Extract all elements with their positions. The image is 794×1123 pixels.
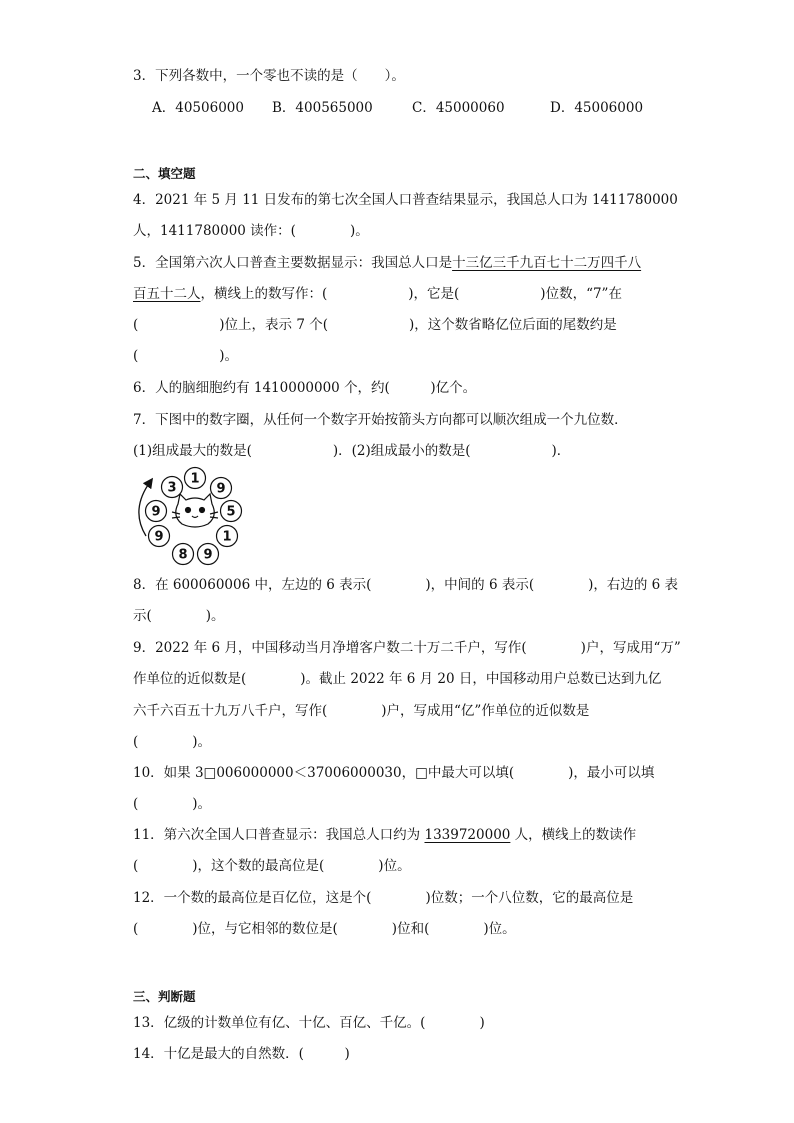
digit-circle <box>146 501 167 522</box>
q3-option-d: D．45006000 <box>550 100 644 116</box>
digit-label: 1 <box>190 471 200 487</box>
q11-line-1-suffix: 人，横线上的数读作 <box>510 827 637 843</box>
q5-underlined-number-part1: 十三亿三千九百七十二万四千八 <box>452 255 642 271</box>
cat-face-icon <box>172 494 218 527</box>
digit-label: 9 <box>203 547 213 563</box>
digit-label: 5 <box>226 504 236 520</box>
q3-option-b: B．400565000 <box>272 100 373 116</box>
q7-line-2: (1)组成最大的数是( )．(2)组成最小的数是( )． <box>133 443 571 459</box>
q7-line-1: 7．下图中的数字圈，从任何一个数字开始按箭头方向都可以顺次组成一个九位数． <box>133 412 628 428</box>
q11-underlined-number: 1339720000 <box>424 827 511 843</box>
q12-line-2: ( )位，与它相邻的数位是( )位和( )位。 <box>133 921 516 937</box>
q5-line-4: ( )。 <box>133 348 239 364</box>
digit-circle <box>162 477 183 498</box>
digit-label: 9 <box>151 504 161 520</box>
digit-circle <box>211 478 232 499</box>
q10-line-1: 10．如果 3□006000000＜37006000030，□中最大可以填( )，最小可以填 <box>133 765 655 781</box>
q9-line-2: 作单位的近似数是( )。截止 2022 年 6 月 20 日，中国移动用户总数已达到九亿 <box>133 671 662 687</box>
q9-line-4: ( )。 <box>133 734 212 750</box>
digit-label: 8 <box>178 547 188 563</box>
q3-stem: 3．下列各数中，一个零也不读的是（ ）。 <box>133 68 405 84</box>
q5-underlined-number-part2: 百五十二人 <box>133 286 201 302</box>
digit-circle <box>198 544 219 565</box>
number-circle-figure <box>128 464 248 568</box>
q12-line-1: 12．一个数的最高位是百亿位，这是个( )位数；一个八位数，它的最高位是 <box>133 890 634 906</box>
q6-line-1: 6．人的脑细胞约有 1410000000 个，约( )亿个。 <box>133 380 477 396</box>
digit-label: 3 <box>167 480 177 496</box>
q5-line-3: ( )位上，表示 7 个( )，这个数省略亿位后面的尾数约是 <box>133 317 617 333</box>
q14-line-1: 14．十亿是最大的自然数．( ) <box>133 1046 350 1062</box>
digit-ring <box>146 468 242 565</box>
digit-circle <box>217 526 238 547</box>
digit-circle <box>185 468 206 489</box>
digit-circle <box>221 501 242 522</box>
q5-line-2-rest: ，横线上的数写作：( )，它是( )位数，“7”在 <box>200 286 622 302</box>
digit-circle <box>173 544 194 565</box>
q11-line-1-prefix: 11．第六次全国人口普查显示：我国总人口约为 <box>133 827 425 843</box>
q11-line-1 <box>133 825 636 845</box>
section-heading-fill-in: 二、填空题 <box>133 166 196 181</box>
q13-line-1: 13．亿级的计数单位有亿、十亿、百亿、千亿。( ) <box>133 1015 485 1031</box>
q9-line-3: 六千六百五十九万八千户，写作( )户，写成用“亿”作单位的近似数是 <box>133 703 590 719</box>
q8-line-2: 示( )。 <box>133 608 225 624</box>
q5-line-2 <box>133 284 622 304</box>
digit-label: 1 <box>222 529 232 545</box>
q8-line-1: 8．在 600060006 中，左边的 6 表示( )，中间的 6 表示( )，右边的 6 表 <box>133 577 679 593</box>
digit-label: 9 <box>154 529 164 545</box>
q11-line-2: ( )，这个数的最高位是( )位。 <box>133 858 411 874</box>
digit-label: 9 <box>216 481 226 497</box>
q9-line-1: 9．2022 年 6 月，中国移动当月净增客户数二十万二千户，写作( )户，写成用“万” <box>133 640 681 656</box>
q5-line-1-prefix: 5．全国第六次人口普查主要数据显示：我国总人口是 <box>133 255 453 271</box>
q5-line-1 <box>133 253 641 273</box>
q10-line-2: ( )。 <box>133 796 212 812</box>
q3-option-c: C．45000060 <box>412 100 505 116</box>
q3-option-a: A．40506000 <box>152 100 244 116</box>
q4-line-1: 4．2021 年 5 月 11 日发布的第七次全国人口普查结果显示，我国总人口为 1411780000 <box>133 192 678 208</box>
digit-circle <box>149 526 170 547</box>
section-heading-true-false: 三、判断题 <box>133 989 196 1004</box>
q4-line-2: 人，1411780000 读作：( )。 <box>133 223 369 239</box>
